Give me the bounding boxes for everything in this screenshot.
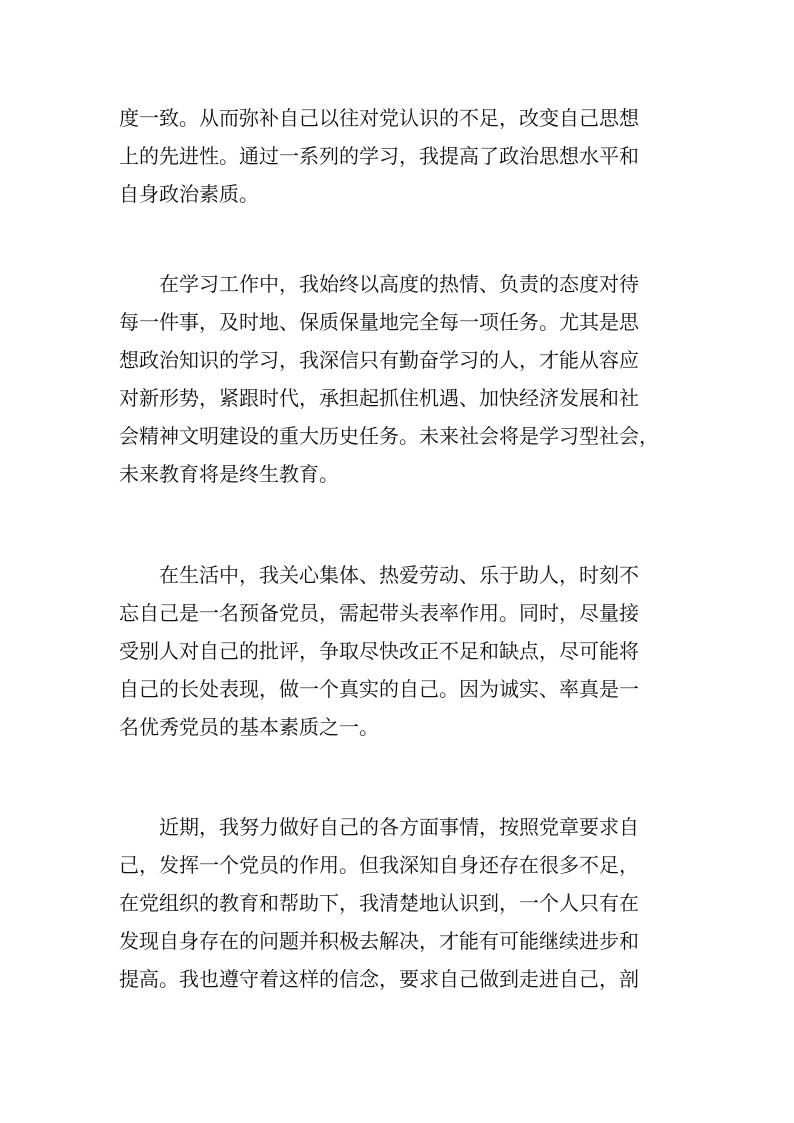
text-line: 名优秀党员的基本素质之一。 — [119, 715, 379, 739]
text-line: 度一致。从而弥补自己以往对党认识的不足，改变自己思想 — [119, 106, 639, 130]
text-line: 自身政治素质。 — [119, 182, 259, 206]
text-line: 提高。我也遵守着这样的信念，要求自己做到走进自己，剖 — [119, 967, 639, 991]
text-line: 上的先进性。通过一系列的学习，我提高了政治思想水平和 — [119, 144, 639, 168]
text-line: 会精神文明建设的重大历史任务。未来社会将是学习型社会， — [119, 424, 659, 448]
text-line: 在学习工作中，我始终以高度的热情、负责的态度对待 — [119, 272, 639, 296]
text-line: 对新形势，紧跟时代，承担起抓住机遇、加快经济发展和社 — [119, 386, 639, 410]
paragraph-1 — [119, 99, 685, 213]
paragraph-3 — [119, 556, 685, 746]
text-line: 未来教育将是终生教育。 — [119, 462, 339, 486]
text-line: 想政治知识的学习，我深信只有勤奋学习的人，才能从容应 — [119, 348, 639, 372]
text-line: 发现自身存在的问题并积极去解决，才能有可能继续进步和 — [119, 929, 639, 953]
paragraph-2 — [119, 265, 685, 493]
text-line: 在生活中，我关心集体、热爱劳动、乐于助人，时刻不 — [119, 563, 639, 587]
paragraph-4 — [119, 808, 685, 998]
text-line: 每一件事，及时地、保质保量地完全每一项任务。尤其是思 — [119, 310, 639, 334]
text-line: 近期，我努力做好自己的各方面事情，按照党章要求自 — [119, 815, 639, 839]
text-line: 受别人对自己的批评，争取尽快改正不足和缺点，尽可能将 — [119, 639, 639, 663]
text-line: 忘自己是一名预备党员，需起带头表率作用。同时，尽量接 — [119, 601, 639, 625]
text-line: 自己的长处表现，做一个真实的自己。因为诚实、率真是一 — [119, 677, 639, 701]
text-line: 在党组织的教育和帮助下，我清楚地认识到，一个人只有在 — [119, 891, 639, 915]
text-line: 己，发挥一个党员的作用。但我深知自身还存在很多不足， — [119, 853, 639, 877]
